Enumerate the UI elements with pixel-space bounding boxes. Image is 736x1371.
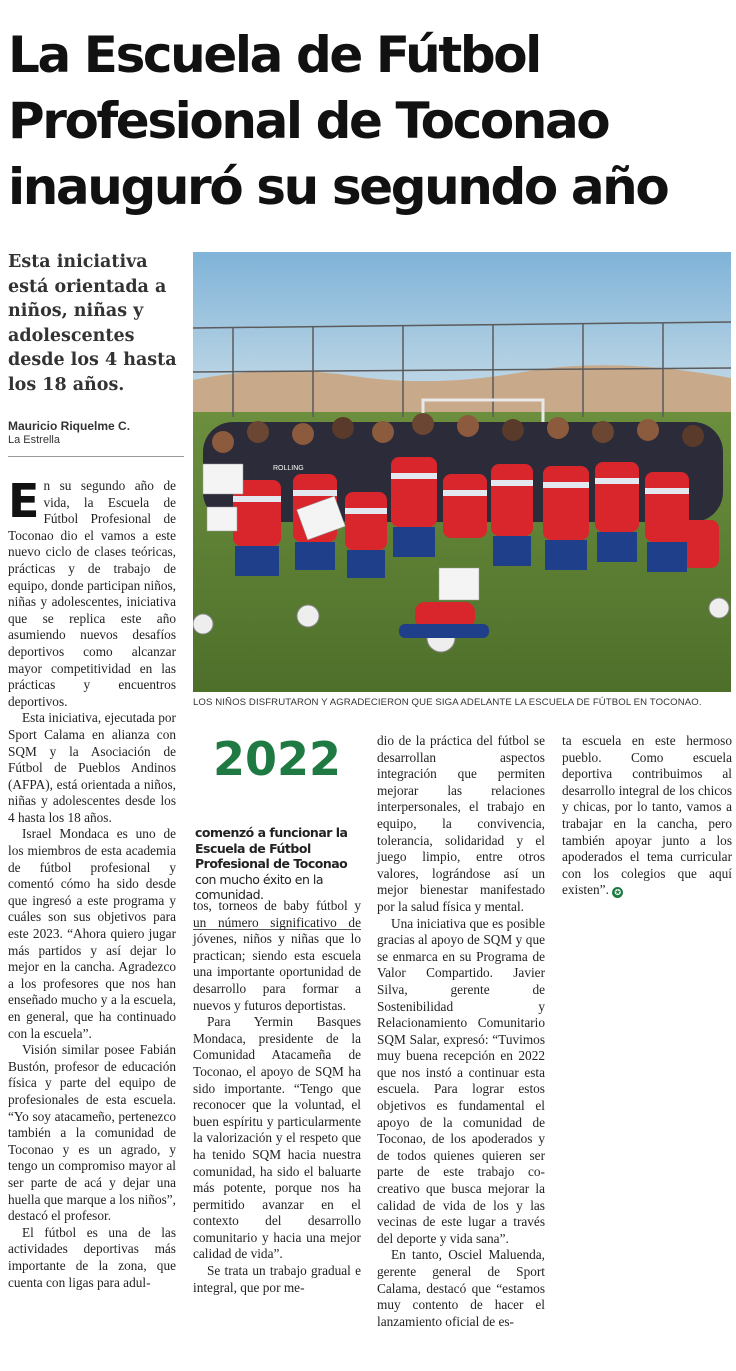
outlet-name: La Estrella [8,434,60,446]
deck-subheadline: Esta iniciativa está orientada a niños, niñas y adolescentes desde los 4 hasta los 18 años. [8,252,177,395]
paragraph-final: ta escuela en este hermoso pueblo. Como escuela deportiva contribuimos al desarrollo integral de los chicos y chicas, por lo tanto, vamos a trabajar en la cancha, pero también apoyar junto a los apoderados el tema curricular con los colegios que aquí existen”. ✪ [562,733,732,898]
dropcap: E [8,474,40,528]
byline [8,419,184,446]
photo-caption: LOS NIÑOS DISFRUTARON Y AGRADECIERON QUE SIGA ADELANTE LA ESCUELA DE FÚTBOL EN TOCONAO. [193,697,702,708]
pull-quote-year: 2022 [212,732,342,786]
paragraph: Una iniciativa que es posible gracias al apoyo de SQM y que se enmarca en su Programa de Valor Compartido. Javier Silva, gerente de Sostenibilidad y Relacionamiento Comunitario SQM Salar, expresó: “Tuvimos muy buena recepción en 2022 que nos instó a continuar esta escuela. Para lograr estos objetivos es fundamental el apoyo de la comunidad de Toconao, de los apoderados y de todos quienes quieren ser parte de este trabajo co-creativo que busca mejorar la calidad de vida de los y las vecinas de este lugar a través del deporte y vida sana”. [377,915,545,1246]
paragraph: En tanto, Osciel Maluenda, gerente general de Sport Calama, destacó que “estamos muy contento de hacer el lanzamiento oficial de es- [377,1247,545,1329]
article-column-1 [8,474,176,1291]
article-column-2 [193,898,361,1296]
article-column-3 [377,733,545,1330]
paragraph: Se trata un trabajo gradual e integral, que por me- [193,1263,361,1295]
author-name: Mauricio Riquelme C. [8,419,131,433]
paragraph: Para Yermin Basques Mondaca, presidente de la Comunidad Atacameña de Toconao, el apoyo de SQM ha sido importante. “Tengo que reconocer que la voluntad, el buen espíritu y particularmente la valorización y el respeto que ha tenido SQM hacia nuestra comunidad, ha sido el baluarte más potente, porque nos ha permitido avanzar en el contexto del desarrollo comunitario y hacia una mejor calidad de vida”. [193,1014,361,1262]
headline: La Escuela de Fútbol Profesional de Toconao inauguró su segundo año [8,26,668,216]
paragraph-1: En su segundo año de vida, la Escuela de Fútbol Profesional de Toconao dio el vamos a este nuevo ciclo de clases teóricas, prácticas y de trabajo de equipo, donde participan niños, niñas y adolescentes, iniciativa que se replica este año asumiendo nuevos desafíos deportivos como alcanzar mayor competitividad en las prácticas y encuentros deportivos. [8,474,176,709]
end-mark-icon: ✪ [612,887,623,898]
paragraph: Israel Mondaca es uno de los miembros de esta academia de fútbol profesional y comentó cómo ha sido desde que ingresó a este programa y cuáles son sus objetivos para este 2023. “Ahora quiero jugar más partidos y así dejar lo mejor en la cancha. Agradezco a los profesores que nos han enseñado mucho y a la escuela, en general, que ha continuado con la escuela”. [8,826,176,1041]
article-column-4 [562,733,732,899]
paragraph: Esta iniciativa, ejecutada por Sport Calama en alianza con SQM y la Asociación de Fútbol de Pueblos Andinos (AFPA), está orientada a niños, niñas y adolescentes desde los 4 hasta los 18 años. [8,710,176,825]
paragraph: El fútbol es una de las actividades deportivas más importante de la zona, que cuenta con ligas para adul- [8,1224,176,1290]
paragraph: tos, torneos de baby fútbol y un número significativo de jóvenes, niños y niñas que lo practican; siendo esta escuela una importante oportunidad de desarrollo para formar a nuevos y futuros deportistas. [193,898,361,1013]
paragraph: Visión similar posee Fabián Bustón, profesor de educación física y parte del equipo de profesionales de esta escuela. “Yo soy atacameño, pertenezco también a la comunidad de Toconao y es un agrado, y tengo un compromiso mayor al ser parte de acá y dejar una huella que marque a los niños”, destacó el profesor. [8,1042,176,1224]
paragraph: dio de la práctica del fútbol se desarrollan aspectos integración que permiten mejorar las relaciones interpersonales, el trabajo en equipo, la convivencia, tolerancia, solidaridad y el juego limpio, entre otros valores, lográndose así un mejor bienestar manifestado por la salud física y mental. [377,733,545,914]
team-photo [193,252,731,692]
byline-divider [8,456,184,457]
banner-text: ROLLING [273,465,304,472]
pull-quote-text: comenzó a funcionar la Escuela de Fútbol Profesional de Toconao con mucho éxito en la comunidad. [195,825,348,902]
